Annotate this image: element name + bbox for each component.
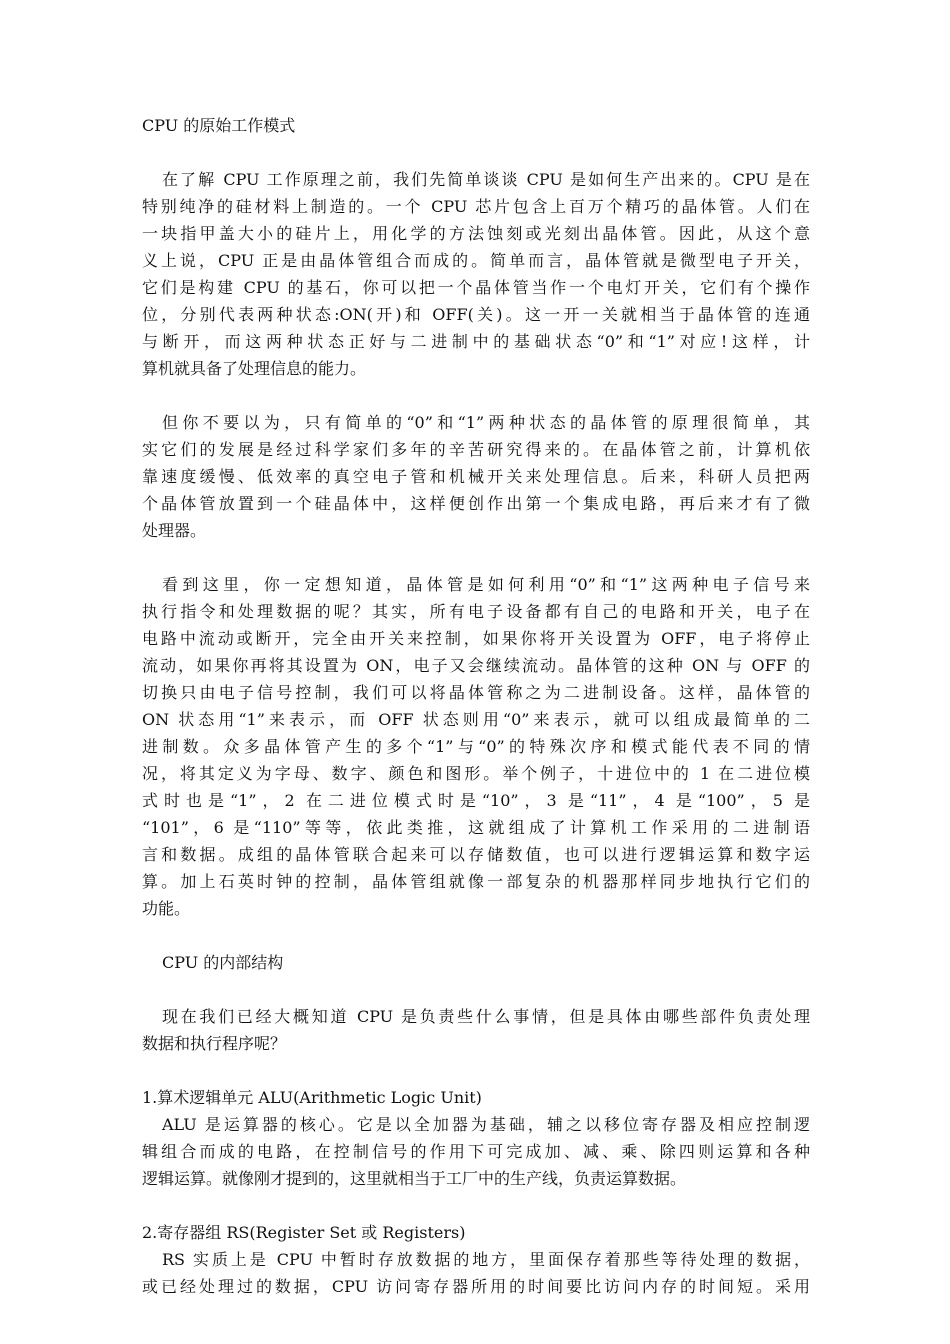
text-line: 进制数。众多晶体管产生的多个“1”与“0”的特殊次序和模式能代表不同的情: [142, 737, 810, 756]
text-line: 但你不要以为，只有简单的“0”和“1”两种状态的晶体管的原理很简单，其: [162, 413, 810, 432]
text-line: 或已经处理过的数据，CPU 访问寄存器所用的时间要比访问内存的时间短。采用: [142, 1277, 810, 1296]
text-line: 算。加上石英时钟的控制，晶体管组就像一部复杂的机器那样同步地执行它们的: [142, 872, 810, 891]
text-line: 言和数据。成组的晶体管联合起来可以存储数值，也可以进行逻辑运算和数字运: [142, 845, 810, 864]
text-line: 式时也是“1”，2 在二进位模式时是“10”，3 是“11”，4 是“100”，5 是: [142, 791, 810, 810]
text-line: 况，将其定义为字母、数字、颜色和图形。举个例子，十进位中的 1 在二进位模: [142, 764, 810, 783]
text-line: 它们是构建 CPU 的基石，你可以把一个晶体管当作一个电灯开关，它们有个操作: [142, 278, 810, 297]
text-line: 特别纯净的硅材料上制造的。一个 CPU 芯片包含上百万个精巧的晶体管。人们在: [142, 197, 810, 216]
text-line: 靠速度缓慢、低效率的真空电子管和机械开关来处理信息。后来，科研人员把两: [142, 467, 810, 486]
paragraph-alu: [142, 1111, 810, 1192]
spacer: [142, 1057, 810, 1084]
text-line: 算机就具备了处理信息的能力。: [142, 359, 367, 378]
text-line: 位，分别代表两种状态:ON(开)和 OFF(关)。这一开一关就相当于晶体管的连通: [142, 305, 810, 324]
text-line: 流动，如果你再将其设置为 ON，电子又会继续流动。晶体管的这种 ON 与 OFF 的: [142, 656, 810, 675]
spacer: [142, 922, 810, 949]
section-heading: CPU 的内部结构: [162, 953, 284, 972]
spacer: [142, 382, 810, 409]
text-line: ALU 是运算器的核心。它是以全加器为基础，辅之以移位寄存器及相应控制逻: [162, 1115, 810, 1134]
spacer: [142, 139, 810, 166]
document-page: [142, 112, 810, 1300]
subsection-heading-alu: 1.算术逻辑单元 ALU(Arithmetic Logic Unit): [142, 1088, 482, 1107]
text-line: 切换只由电子信号控制，我们可以将晶体管称之为二进制设备。这样，晶体管的: [142, 683, 810, 702]
text-line: 电路中流动或断开，完全由开关来控制，如果你将开关设置为 OFF，电子将停止: [142, 629, 810, 648]
text-line: 执行指令和处理数据的呢？其实，所有电子设备都有自己的电路和开关，电子在: [142, 602, 810, 621]
document-title: CPU 的原始工作模式: [142, 116, 296, 135]
text-line: 现在我们已经大概知道 CPU 是负责些什么事情，但是具体由哪些部件负责处理: [162, 1007, 810, 1026]
text-line: 在了解 CPU 工作原理之前，我们先简单谈谈 CPU 是如何生产出来的。CPU 是在: [162, 170, 810, 189]
paragraph-cpu-components-intro: [142, 1003, 810, 1057]
text-line: 功能。: [142, 899, 191, 918]
paragraph-cpu-manufacturing: [142, 166, 810, 382]
subsection-heading-registers: 2.寄存器组 RS(Register Set 或 Registers): [142, 1223, 466, 1242]
text-line: 数据和执行程序呢？: [142, 1034, 287, 1053]
text-line: 义上说，CPU 正是由晶体管组合而成的。简单而言，晶体管就是微型电子开关，: [142, 251, 810, 270]
text-line: ON 状态用“1”来表示，而 OFF 状态则用“0”来表示，就可以组成最简单的二: [142, 710, 810, 729]
text-line: “101”，6 是“110”等等，依此类推，这就组成了计算机工作采用的二进制语: [142, 818, 810, 837]
text-line: 个晶体管放置到一个硅晶体中，这样便创作出第一个集成电路，再后来才有了微: [142, 494, 810, 513]
paragraph-registers: [142, 1246, 810, 1300]
text-line: 看到这里，你一定想知道，晶体管是如何利用“0”和“1”这两种电子信号来: [162, 575, 810, 594]
paragraph-transistor-history: [142, 409, 810, 544]
text-line: 处理器。: [142, 521, 207, 540]
text-line: 辑组合而成的电路，在控制信号的作用下可完成加、减、乘、除四则运算和各种: [142, 1142, 810, 1161]
paragraph-binary-signals: [142, 571, 810, 922]
text-line: RS 实质上是 CPU 中暂时存放数据的地方，里面保存着那些等待处理的数据，: [162, 1250, 810, 1269]
text-line: 与断开，而这两种状态正好与二进制中的基础状态“0”和“1”对应!这样，计: [142, 332, 810, 351]
text-line: 实它们的发展是经过科学家们多年的辛苦研究得来的。在晶体管之前，计算机依: [142, 440, 810, 459]
text-line: 一块指甲盖大小的硅片上，用化学的方法蚀刻或光刻出晶体管。因此，从这个意: [142, 224, 810, 243]
spacer: [142, 544, 810, 571]
spacer: [142, 976, 810, 1003]
text-line: 逻辑运算。就像刚才提到的，这里就相当于工厂中的生产线，负责运算数据。: [142, 1169, 687, 1188]
spacer: [142, 1192, 810, 1219]
